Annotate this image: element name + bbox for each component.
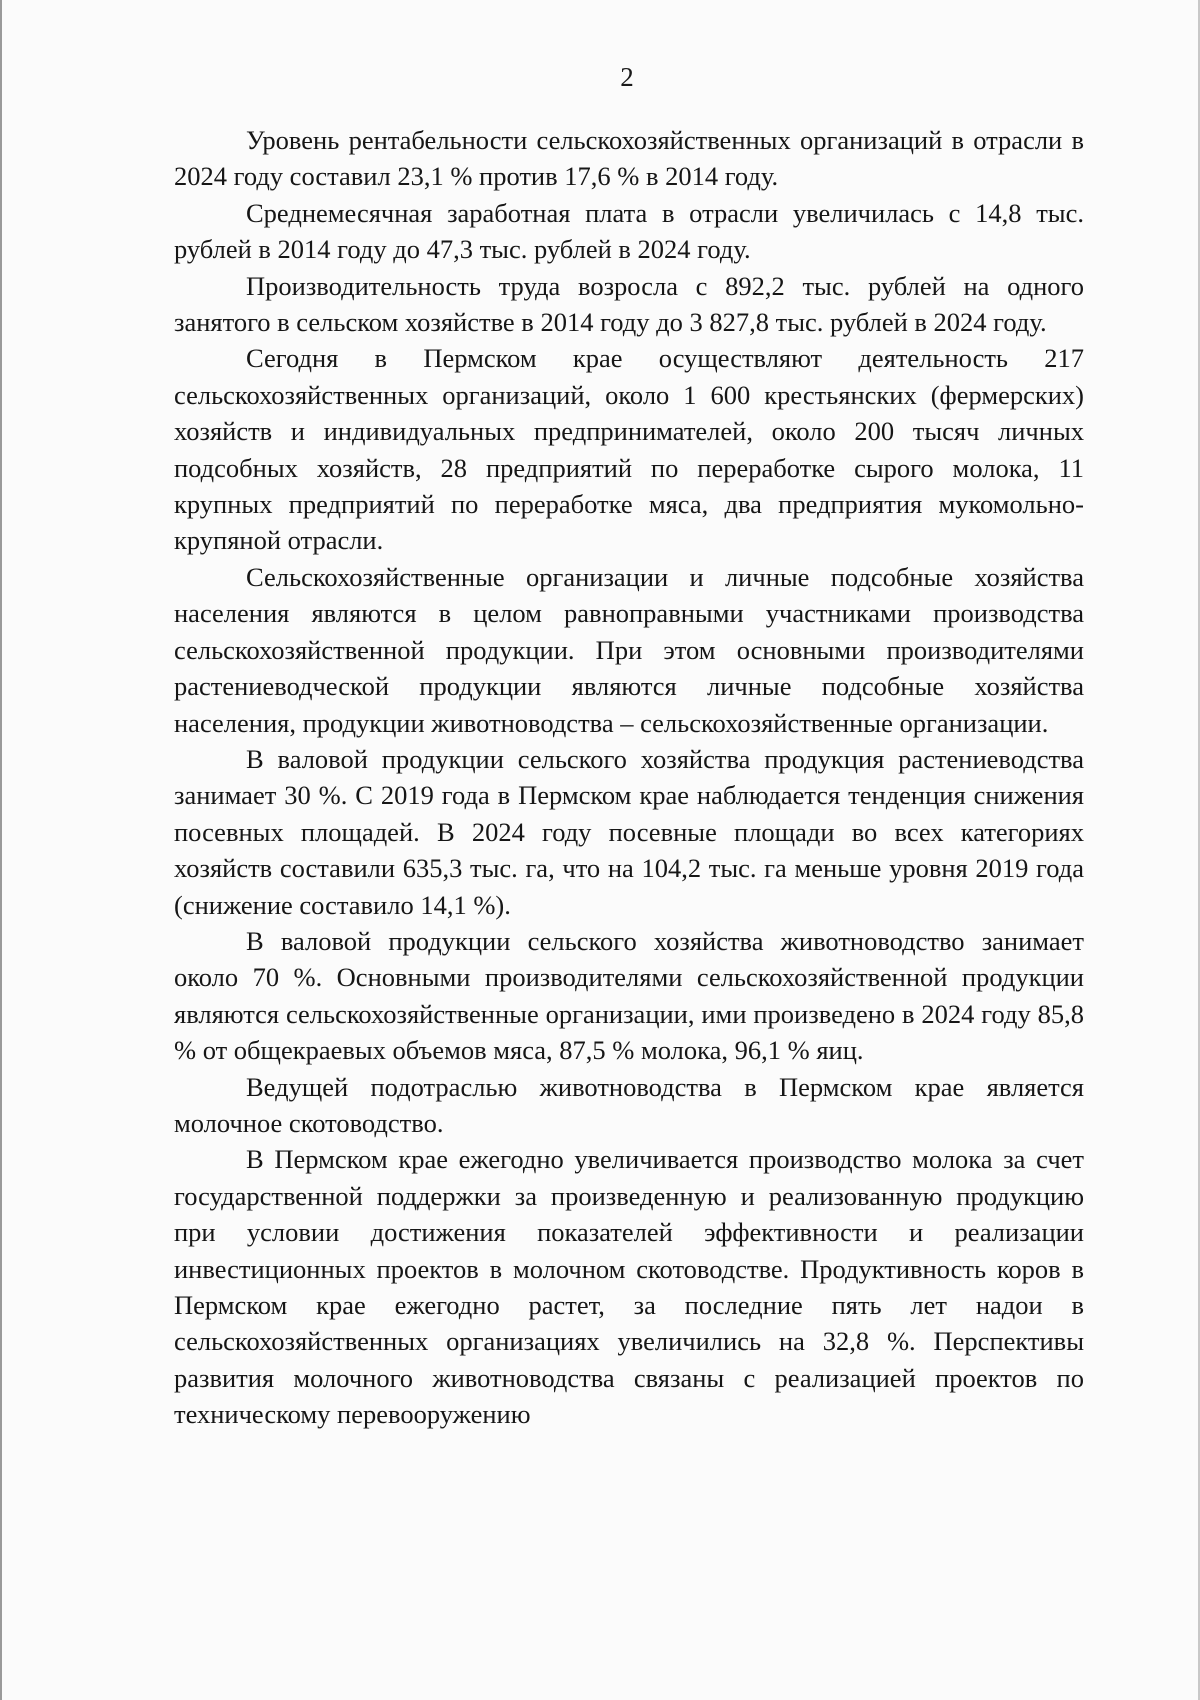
page-left-edge (0, 0, 2, 1700)
document-body (174, 122, 1084, 1433)
paragraph-livestock: В валовой продукции сельского хозяйства животноводство занимает около 70 %. Основными производителями сельскохозяйственной продукции являются сельскохозяйственные организации, ими произведено в 2024 году 85,8 % от общекраевых объемов мяса, 87,5 % молока, 96,1 % яиц. (174, 925, 1084, 1066)
paragraph-producers: Сельскохозяйственные организации и личные подсобные хозяйства населения являются в целом равноправными участниками производства сельскохозяйственной продукции. При этом основными производителями растениеводческой продукции являются личные подсобные хозяйства населения, продукции животноводства – сельскохозяйственные организации. (174, 561, 1084, 738)
paragraph-salary: Среднемесячная заработная плата в отрасли увеличилась с 14,8 тыс. рублей в 2014 году до 47,3 тыс. рублей в 2024 году. (174, 197, 1084, 265)
paragraph-milk-production: В Пермском крае ежегодно увеличивается производство молока за счет государственной поддержки за произведенную и реализованную продукцию при условии достижения показателей эффективности и реализации инвестиционных проектов в молочном скотоводстве. Продуктивность коров в Пермском крае ежегодно растет, за последние пять лет надои в сельскохозяйственных организациях увеличились на 32,8 %. Перспективы развития молочного животноводства связаны с реализацией проектов по техническому перевооружению (174, 1144, 1084, 1430)
page-number: 2 (620, 62, 634, 92)
paragraph-organizations: Сегодня в Пермском крае осуществляют деятельность 217 сельскохозяйственных организаций, около 1 600 крестьянских (фермерских) хозяйств и индивидуальных предпринимателей, около 200 тысяч личных подсобных хозяйств, 28 предприятий по переработке сырого молока, 11 крупных предприятий по переработке мяса, два предприятия мукомольно-крупяной отрасли. (174, 343, 1084, 556)
paragraph-dairy-leading: Ведущей подотраслью животноводства в Пермском крае является молочное скотоводство. (174, 1071, 1084, 1138)
paragraph-profitability: Уровень рентабельности сельскохозяйственных организаций в отрасли в 2024 году составил 23,1 % против 17,6 % в 2014 году. (174, 125, 1084, 192)
paragraph-crop-production: В валовой продукции сельского хозяйства продукция растениеводства занимает 30 %. С 2019 года в Пермском крае наблюдается тенденция снижения посевных площадей. В 2024 году посевные площади во всех категориях хозяйств составили 635,3 тыс. га, что на 104,2 тыс. га меньше уровня 2019 года (снижение составило 14,1 %). (174, 743, 1084, 920)
paragraph-productivity: Производительность труда возросла с 892,2 тыс. рублей на одного занятого в сельском хозяйстве в 2014 году до 3 827,8 тыс. рублей в 2024 году. (174, 270, 1084, 338)
